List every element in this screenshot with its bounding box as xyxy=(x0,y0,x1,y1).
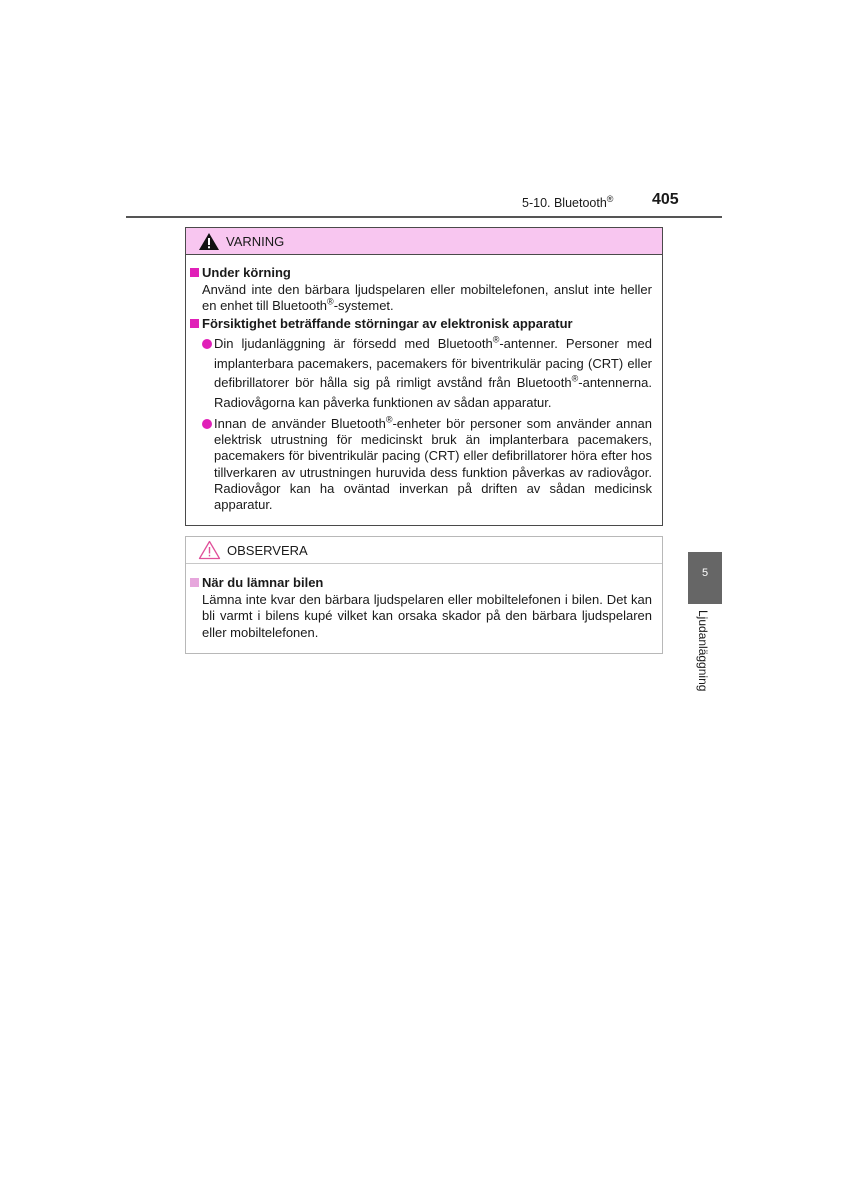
registered-mark: ® xyxy=(385,414,393,425)
warning-box xyxy=(185,227,663,526)
paragraph-text: -systemet. xyxy=(333,298,394,313)
square-bullet-icon xyxy=(190,319,199,328)
paragraph xyxy=(190,282,652,315)
running-header xyxy=(522,194,613,210)
square-bullet-icon xyxy=(190,578,199,587)
warning-body xyxy=(186,255,662,513)
list-item-text: Din ljudanläggning är försedd med Bluetooth®-antenner. Personer med implanterbara pacemakers, pacemakers för biventrikulär pacing (CRT) eller defibrillatorer bör hålla sig på rimligt avstånd från Bluetooth®-antennerna. Radiovågorna kan påverka funktionen av sådan apparatur. xyxy=(214,334,653,410)
caution-triangle-icon xyxy=(198,540,221,560)
caution-box xyxy=(185,536,663,654)
circle-bullet-icon xyxy=(202,419,212,429)
heading-text: Under körning xyxy=(202,265,291,280)
paragraph-text: Använd inte den bärbara ljudspelaren eller mobiltelefonen, anslut inte heller en enhet till Bluetooth xyxy=(202,281,652,313)
list-item xyxy=(190,334,652,412)
square-bullet-icon xyxy=(190,268,199,277)
warning-triangle-icon xyxy=(198,232,220,251)
warning-title: VARNING xyxy=(226,233,285,249)
registered-mark: ® xyxy=(571,373,579,384)
list-item-text: Innan de använder Bluetooth®-enheter bör personer som använder annan elektrisk utrustning för medicinskt bruk än implanterbara pacemakers, pacemakers för biventrikulär pacing (CRT) eller defibrillatorer höra efter hos tillverkaren av utrustningen huruvida dess funktion påverkas av radiovågor. Radiovågor kan ha oväntad inverkan på driften av sådan medicinsk apparatur. xyxy=(214,414,653,513)
registered-mark: ® xyxy=(492,334,500,345)
caution-body xyxy=(186,564,662,641)
circle-bullet-icon xyxy=(202,339,212,349)
chapter-label: Ljudanläggning xyxy=(696,610,710,692)
registered-mark: ® xyxy=(606,194,614,204)
list-item xyxy=(190,416,652,513)
page-number: 405 xyxy=(652,191,679,208)
registered-mark: ® xyxy=(327,296,334,307)
section-heading xyxy=(190,575,652,592)
caution-title: OBSERVERA xyxy=(227,542,308,558)
chapter-tab: 5 xyxy=(688,552,722,604)
section-heading xyxy=(190,316,652,333)
paragraph: Lämna inte kvar den bärbara ljudspelaren eller mobiltelefonen i bilen. Det kan bli varmt i bilens kupé vilket kan orsaka skador på den bärbara ljudspelaren eller mobiltelefonen. xyxy=(202,591,652,640)
heading-text: Försiktighet beträffande störningar av elektronisk apparatur xyxy=(202,315,573,331)
warning-header xyxy=(186,228,662,255)
heading-text: När du lämnar bilen xyxy=(202,575,324,590)
section-heading xyxy=(190,265,652,282)
header-rule xyxy=(126,216,722,218)
caution-header xyxy=(186,537,662,564)
section-title: 5-10. Bluetooth xyxy=(522,196,607,211)
